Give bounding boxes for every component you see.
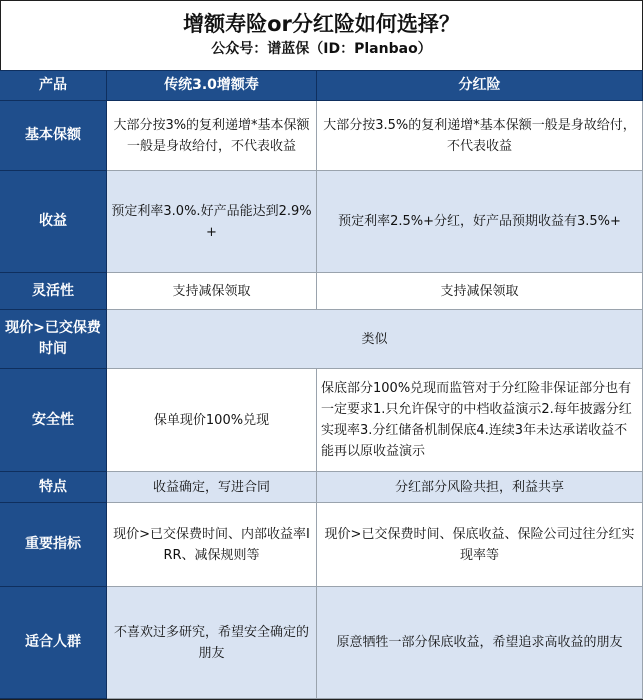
page-title: 增额寿险or分红险如何选择？ <box>183 12 460 36</box>
cell-traditional: 不喜欢过多研究，希望安全确定的朋友 <box>107 587 317 699</box>
row-label: 适合人群 <box>0 587 107 699</box>
row-label: 灵活性 <box>0 273 107 310</box>
table-row <box>0 101 643 171</box>
cell-dividend: 大部分按3.5%的复利递增*基本保额一般是身故给付，不代表收益 <box>317 101 643 171</box>
cell-traditional: 收益确定，写进合同 <box>107 472 317 503</box>
row-label: 基本保额 <box>0 101 107 171</box>
cell-dividend: 分红部分风险共担，利益共享 <box>317 472 643 503</box>
cell-traditional: 现价>已交保费时间、内部收益率IRR、减保规则等 <box>107 503 317 587</box>
row-label: 收益 <box>0 171 107 273</box>
header-row <box>0 71 643 101</box>
table-row <box>0 503 643 587</box>
table-row <box>0 171 643 273</box>
header-traditional: 传统3.0增额寿 <box>107 71 317 101</box>
page-subtitle: 公众号：谱蓝保（ID：Planbao） <box>211 41 432 57</box>
cell-traditional: 支持减保领取 <box>107 273 317 310</box>
cell-dividend: 现价>已交保费时间、保底收益、保险公司过往分红实现率等 <box>317 503 643 587</box>
row-label: 现价>已交保费时间 <box>0 310 107 369</box>
cell-traditional: 保单现价100%兑现 <box>107 369 317 472</box>
cell-merged: 类似 <box>107 310 643 369</box>
cell-dividend: 支持减保领取 <box>317 273 643 310</box>
row-label: 安全性 <box>0 369 107 472</box>
table-row <box>0 310 643 369</box>
row-label: 特点 <box>0 472 107 503</box>
title-block <box>1 1 642 71</box>
cell-traditional: 预定利率3.0%.好产品能达到2.9%+ <box>107 171 317 273</box>
table-row <box>0 273 643 310</box>
table-row <box>0 472 643 503</box>
header-dividend: 分红险 <box>317 71 643 101</box>
comparison-table <box>0 70 643 699</box>
table-row <box>0 369 643 472</box>
cell-traditional: 大部分按3%的复利递增*基本保额一般是身故给付，不代表收益 <box>107 101 317 171</box>
cell-dividend: 保底部分100%兑现而监管对于分红险非保证部分也有一定要求1.只允许保守的中档收益演示2.每年披露分红实现率3.分红储备机制保底4.连续3年未达承诺收益不能再以原收益演示 <box>317 369 643 472</box>
cell-dividend: 预定利率2.5%+分红，好产品预期收益有3.5%+ <box>317 171 643 273</box>
cell-dividend: 原意牺牲一部分保底收益，希望追求高收益的朋友 <box>317 587 643 699</box>
table-row <box>0 587 643 699</box>
header-product: 产品 <box>0 71 107 101</box>
row-label: 重要指标 <box>0 503 107 587</box>
